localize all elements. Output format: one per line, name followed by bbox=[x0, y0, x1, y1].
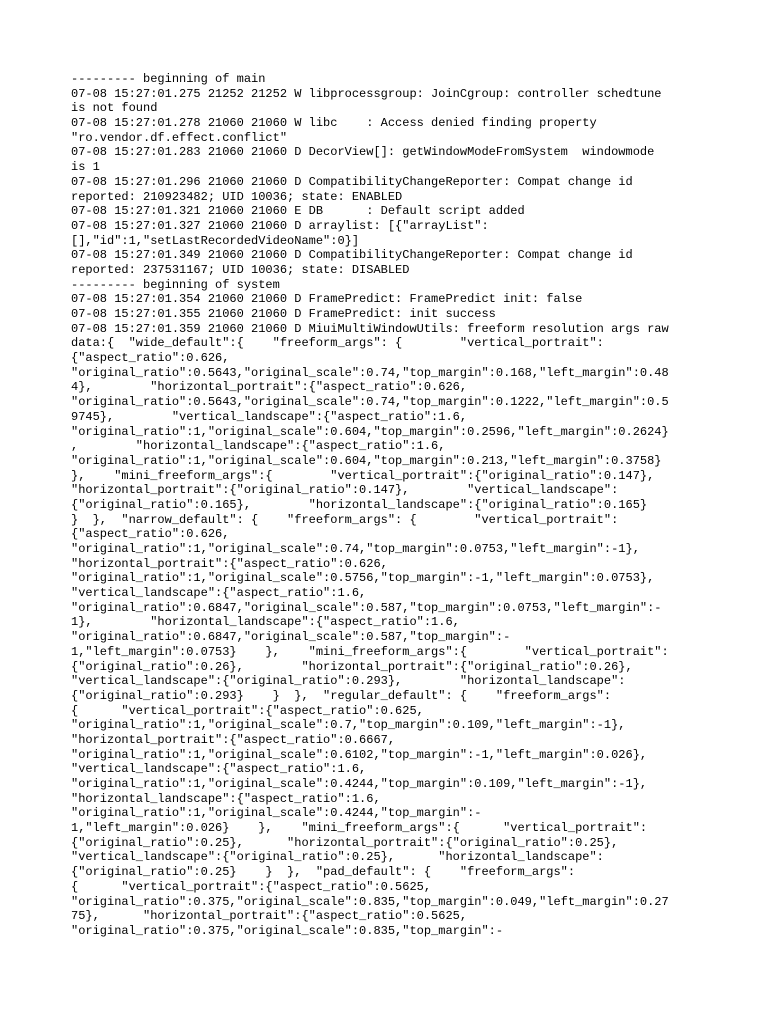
log-line: "original_ratio":1,"original_scale":0.7,"top_margin":0.109,"left_margin":-1}, bbox=[71, 718, 626, 733]
log-line: 1,"left_margin":0.0753} }, "mini_freeform_args":{ "vertical_portrait": bbox=[71, 644, 669, 659]
log-line: {"aspect_ratio":0.626, bbox=[71, 527, 230, 542]
log-line: "original_ratio":0.5643,"original_scale":0.74,"top_margin":0.168,"left_margin":0.48 bbox=[71, 365, 669, 380]
log-line: "horizontal_landscape":{"aspect_ratio":1.6, bbox=[71, 791, 381, 806]
log-line: "original_ratio":1,"original_scale":0.6102,"top_margin":-1,"left_margin":0.026}, bbox=[71, 747, 648, 762]
log-line: 07-08 15:27:01.275 21252 21252 W libprocessgroup: JoinCgroup: controller schedtune bbox=[71, 86, 662, 101]
log-line: is 1 bbox=[71, 160, 100, 175]
log-line: data:{ "wide_default":{ "freeform_args": { "vertical_portrait": bbox=[71, 336, 604, 351]
log-line: "vertical_landscape":{"original_ratio":0.293}, "horizontal_landscape": bbox=[71, 674, 626, 689]
log-text bbox=[71, 72, 711, 939]
log-line: "horizontal_portrait":{"original_ratio":0.147}, "vertical_landscape": bbox=[71, 483, 619, 498]
log-line: } }, "narrow_default": { "freeform_args": { "vertical_portrait": bbox=[71, 512, 619, 527]
log-line: "original_ratio":1,"original_scale":0.74,"top_margin":0.0753,"left_margin":-1}, bbox=[71, 542, 640, 556]
log-line: {"original_ratio":0.25} } }, "pad_default": { "freeform_args": bbox=[71, 865, 576, 880]
log-line: 07-08 15:27:01.359 21060 21060 D MiuiMultiWindowUtils: freeform resolution args raw bbox=[71, 321, 669, 336]
log-line: --------- beginning of system bbox=[71, 277, 280, 292]
log-line: { "vertical_portrait":{"aspect_ratio":0.5625, bbox=[71, 879, 432, 894]
log-line: 07-08 15:27:01.278 21060 21060 W libc : Access denied finding property bbox=[71, 116, 597, 131]
log-line: }, "mini_freeform_args":{ "vertical_portrait":{"original_ratio":0.147}, bbox=[71, 468, 655, 483]
log-line: reported: 237531167; UID 10036; state: DISABLED bbox=[71, 262, 410, 277]
log-line: {"aspect_ratio":0.626, bbox=[71, 351, 230, 366]
log-line: "original_ratio":0.375,"original_scale":0.835,"top_margin":- bbox=[71, 923, 504, 938]
log-line: "vertical_landscape":{"aspect_ratio":1.6, bbox=[71, 586, 367, 601]
log-line: --------- beginning of main bbox=[71, 72, 266, 86]
log-line: "original_ratio":1,"original_scale":0.604,"top_margin":0.2596,"left_margin":0.2624} bbox=[71, 424, 669, 439]
log-line: { "vertical_portrait":{"aspect_ratio":0.625, bbox=[71, 703, 424, 718]
log-line: "horizontal_portrait":{"aspect_ratio":0.626, bbox=[71, 556, 388, 571]
log-line: "vertical_landscape":{"original_ratio":0.25}, "horizontal_landscape": bbox=[71, 850, 604, 865]
log-line: 1,"left_margin":0.026} }, "mini_freeform_args":{ "vertical_portrait": bbox=[71, 821, 648, 836]
log-line: "original_ratio":0.6847,"original_scale":0.587,"top_margin":- bbox=[71, 630, 511, 645]
log-line: "original_ratio":1,"original_scale":0.604,"top_margin":0.213,"left_margin":0.3758} bbox=[71, 453, 662, 468]
log-line: 07-08 15:27:01.296 21060 21060 D CompatibilityChangeReporter: Compat change id bbox=[71, 174, 633, 189]
log-line: 9745}, "vertical_landscape":{"aspect_ratio":1.6, bbox=[71, 409, 468, 424]
log-line: 4}, "horizontal_portrait":{"aspect_ratio":0.626, bbox=[71, 380, 468, 395]
log-line: 07-08 15:27:01.327 21060 21060 D arraylist: [{"arrayList": bbox=[71, 218, 489, 233]
log-line: {"original_ratio":0.25}, "horizontal_portrait":{"original_ratio":0.25}, bbox=[71, 835, 619, 850]
log-line: 07-08 15:27:01.283 21060 21060 D DecorView[]: getWindowModeFromSystem windowmode bbox=[71, 145, 655, 160]
log-line: 07-08 15:27:01.349 21060 21060 D CompatibilityChangeReporter: Compat change id bbox=[71, 248, 633, 263]
log-line: "original_ratio":0.375,"original_scale":0.835,"top_margin":0.049,"left_margin":0.27 bbox=[71, 894, 669, 909]
log-line: [],"id":1,"setLastRecordedVideoName":0}] bbox=[71, 233, 360, 248]
log-line: "horizontal_portrait":{"aspect_ratio":0.6667, bbox=[71, 732, 396, 747]
log-line: 75}, "horizontal_portrait":{"aspect_ratio":0.5625, bbox=[71, 909, 468, 924]
log-line: {"original_ratio":0.293} } }, "regular_default": { "freeform_args": bbox=[71, 688, 612, 703]
log-line: "original_ratio":0.5643,"original_scale":0.74,"top_margin":0.1222,"left_margin":0.5 bbox=[71, 395, 669, 410]
log-line: "vertical_landscape":{"aspect_ratio":1.6, bbox=[71, 762, 367, 777]
log-line: 07-08 15:27:01.354 21060 21060 D FramePredict: FramePredict init: false bbox=[71, 292, 583, 307]
log-line: "original_ratio":0.6847,"original_scale":0.587,"top_margin":0.0753,"left_margin":- bbox=[71, 600, 662, 615]
log-line: reported: 210923482; UID 10036; state: ENABLED bbox=[71, 189, 403, 204]
log-line: is not found bbox=[71, 101, 158, 116]
log-line: "original_ratio":1,"original_scale":0.4244,"top_margin":0.109,"left_margin":-1}, bbox=[71, 777, 648, 791]
log-line: "original_ratio":1,"original_scale":0.4244,"top_margin":- bbox=[71, 806, 482, 821]
log-line: 1}, "horizontal_landscape":{"aspect_ratio":1.6, bbox=[71, 615, 460, 630]
log-line: "ro.vendor.df.effect.conflict" bbox=[71, 130, 288, 145]
log-line: 07-08 15:27:01.355 21060 21060 D FramePredict: init success bbox=[71, 307, 496, 321]
log-line: "original_ratio":1,"original_scale":0.5756,"top_margin":-1,"left_margin":0.0753}, bbox=[71, 571, 655, 586]
log-line: {"original_ratio":0.26}, "horizontal_portrait":{"original_ratio":0.26}, bbox=[71, 659, 633, 674]
log-line: 07-08 15:27:01.321 21060 21060 E DB : Default script added bbox=[71, 204, 525, 219]
log-line: {"original_ratio":0.165}, "horizontal_landscape":{"original_ratio":0.165} bbox=[71, 497, 648, 512]
log-line: , "horizontal_landscape":{"aspect_ratio":1.6, bbox=[71, 439, 446, 454]
